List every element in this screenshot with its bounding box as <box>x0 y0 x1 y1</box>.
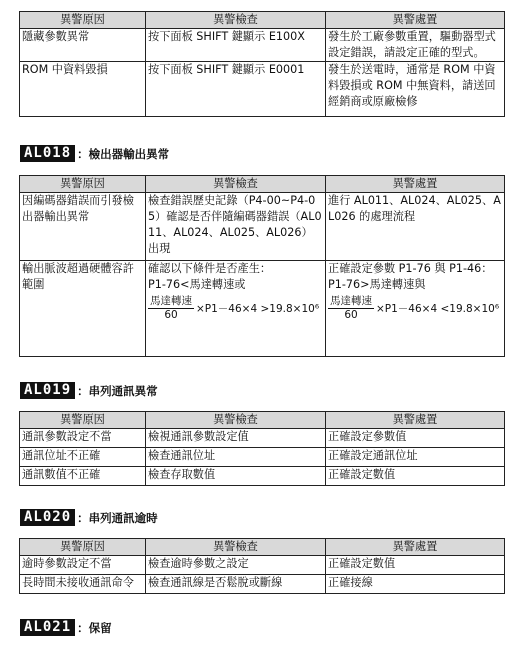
cell-action: 正確設定通訊位址 <box>326 448 505 467</box>
section-header-al021 <box>20 619 112 636</box>
table-al019 <box>19 411 505 486</box>
section-title: ：檢出器輸出異常 <box>77 146 170 161</box>
cell-cause: ROM 中資料毀損 <box>20 62 146 117</box>
section-title: ：保留 <box>77 620 112 635</box>
formula-rest: ×P1－46×4 >19.8×10⁶ <box>196 302 320 315</box>
cell-check <box>146 261 326 357</box>
cell-cause: 隱藏參數異常 <box>20 29 146 62</box>
cell-cause: 長時間未接收通訊命令 <box>20 575 146 594</box>
alarm-code-badge: AL018 <box>20 145 75 162</box>
header-action: 異警處置 <box>326 539 505 556</box>
formula-numerator: 馬達轉速 <box>150 295 192 307</box>
cell-action <box>326 261 505 357</box>
section-header-al018 <box>20 145 169 162</box>
cell-check: 檢視通訊參數設定值 <box>146 429 326 448</box>
check-formula <box>148 295 323 322</box>
header-action: 異警處置 <box>326 176 505 193</box>
alarm-code-badge: AL019 <box>20 382 75 399</box>
cell-action: 正確設定數值 <box>326 467 505 486</box>
cell-action: 發生於送電時，通常是 ROM 中資料毀損或 ROM 中無資料，請送回經銷商或原廠檢修 <box>326 62 505 117</box>
header-check: 異警檢查 <box>146 539 326 556</box>
alarm-code-badge: AL020 <box>20 509 75 526</box>
cell-check: 檢查錯誤歷史記錄（P4-00~P4-05）確認是否伴隨編碼器錯誤（AL011、AL024、AL025、AL026）出現 <box>146 193 326 261</box>
action-line: 正確設定參數 P1-76 與 P1-46： <box>328 262 493 275</box>
alarm-code-badge: AL021 <box>20 619 75 636</box>
cell-check: 檢查通訊線是否鬆脫或斷線 <box>146 575 326 594</box>
header-check: 異警檢查 <box>146 176 326 193</box>
action-line: P1-76>馬達轉速與 <box>328 278 426 291</box>
formula-rest: ×P1－46×4 <19.8×10⁶ <box>376 302 500 315</box>
cell-action: 正確接線 <box>326 575 505 594</box>
formula-denominator: 60 <box>164 309 178 321</box>
cell-check: 檢查通訊位址 <box>146 448 326 467</box>
table-param-rom <box>19 11 505 117</box>
cell-action: 正確設定數值 <box>326 556 505 575</box>
header-action: 異警處置 <box>326 412 505 429</box>
header-cause: 異警原因 <box>20 412 146 429</box>
action-formula <box>328 295 502 322</box>
header-cause: 異警原因 <box>20 539 146 556</box>
header-check: 異警檢查 <box>146 412 326 429</box>
header-check: 異警檢查 <box>146 12 326 29</box>
cell-cause: 輸出脈波超過硬體容許範圍 <box>20 261 146 357</box>
cell-cause: 通訊位址不正確 <box>20 448 146 467</box>
header-cause: 異警原因 <box>20 176 146 193</box>
table-al018 <box>19 175 505 357</box>
formula-fraction <box>148 295 194 322</box>
section-header-al019 <box>20 382 158 399</box>
header-cause: 異警原因 <box>20 12 146 29</box>
cell-action: 正確設定參數值 <box>326 429 505 448</box>
cell-check: 按下面板 SHIFT 鍵顯示 E100X <box>146 29 326 62</box>
cell-action: 進行 AL011、AL024、AL025、AL026 的處理流程 <box>326 193 505 261</box>
table-al020 <box>19 538 505 594</box>
section-title: ：串列通訊逾時 <box>77 510 158 525</box>
section-header-al020 <box>20 509 158 526</box>
cell-action: 發生於工廠參數重置，驅動器型式設定錯誤，請設定正確的型式。 <box>326 29 505 62</box>
cell-check: 按下面板 SHIFT 鍵顯示 E0001 <box>146 62 326 117</box>
section-title: ：串列通訊異常 <box>77 383 158 398</box>
formula-fraction <box>328 295 374 322</box>
formula-denominator: 60 <box>344 309 358 321</box>
cell-cause: 因編碼器錯誤而引發檢出器輸出異常 <box>20 193 146 261</box>
cell-cause: 通訊數值不正確 <box>20 467 146 486</box>
header-action: 異警處置 <box>326 12 505 29</box>
cell-check: 檢查存取數值 <box>146 467 326 486</box>
cell-check: 檢查逾時參數之設定 <box>146 556 326 575</box>
formula-numerator: 馬達轉速 <box>330 295 372 307</box>
cell-cause: 通訊參數設定不當 <box>20 429 146 448</box>
check-line: 確認以下條件是否產生： <box>148 262 272 275</box>
cell-cause: 逾時參數設定不當 <box>20 556 146 575</box>
check-line: P1-76<馬達轉速或 <box>148 278 246 291</box>
